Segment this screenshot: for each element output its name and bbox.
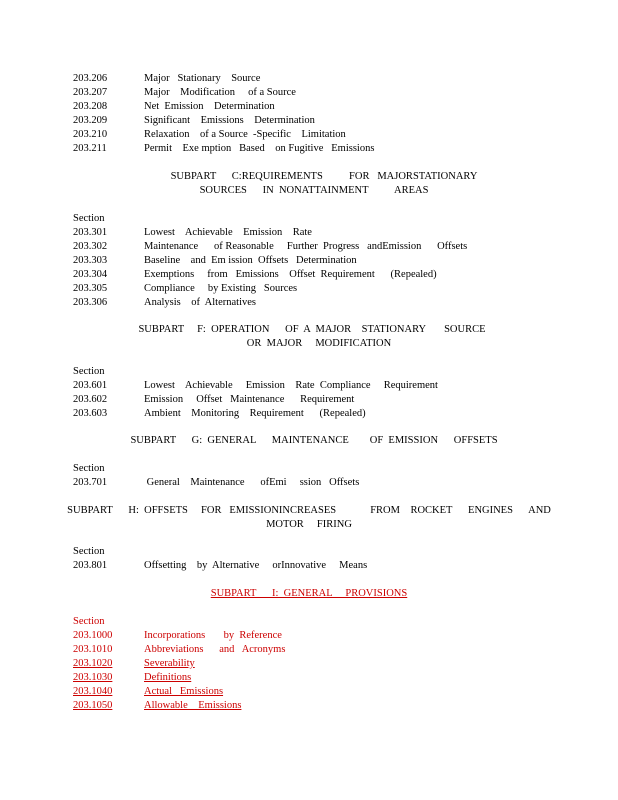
section-number: 203.209 [73,115,108,126]
subpart-f-heading-line1: SUBPART F: OPERATION OF A MAJOR STATIONARY SOURCE [138,324,486,335]
section-title: Maintenance of Reasonable Further Progress andEmission Offsets [144,241,468,252]
section-number: 203.208 [73,101,108,112]
section-title: Severability [144,658,195,669]
section-title: Incorporations by Reference [144,630,282,641]
section-number: 203.1010 [73,644,113,655]
section-title: Abbreviations and Acronyms [144,644,286,655]
section-number: 203.1030 [73,672,113,683]
section-title: General Maintenance ofEmi ssion Offsets [144,477,360,488]
subpart-i-heading-text: SUBPART I: GENERAL PROVISIONS [210,588,408,599]
subpart-c-heading-line1: SUBPART C:REQUIREMENTS FOR MAJORSTATIONARY [170,171,478,182]
subpart-c-heading-line2: SOURCES IN NONATTAINMENT AREAS [199,185,429,196]
section-title: Permit Exe mption Based on Fugitive Emissions [144,143,375,154]
section-title: Actual Emissions [144,686,224,697]
section-number: 203.602 [73,394,108,405]
subpart-f-heading-line2: OR MAJOR MODIFICATION [246,338,392,349]
subpart-g-heading: SUBPART G: GENERAL MAINTENANCE OF EMISSION OFFSETS [130,435,498,446]
section-title: Emission Offset Maintenance Requirement [144,394,355,405]
section-number: 203.210 [73,129,108,140]
section-label: Section [73,463,105,474]
section-title: Net Emission Determination [144,101,275,112]
section-label: Section [73,213,105,224]
section-label: Section [73,616,105,627]
section-number: 203.1020 [73,658,113,669]
section-title: Ambient Monitoring Requirement (Repealed) [144,408,366,419]
section-title: Compliance by Existing Sources [144,283,298,294]
section-number: 203.701 [73,477,108,488]
section-title: Lowest Achievable Emission Rate [144,227,312,238]
section-title: Offsetting by Alternative orInnovative Means [144,560,368,571]
section-number: 203.801 [73,560,108,571]
section-title: Lowest Achievable Emission Rate Compliance Requirement [144,380,438,391]
section-title: Analysis of Alternatives [144,297,256,308]
section-title: Major Modification of a Source [144,87,296,98]
section-title: Exemptions from Emissions Offset Requirement (Repealed) [144,269,437,280]
subpart-i-heading [0,587,618,601]
section-number: 203.207 [73,87,108,98]
section-number: 203.211 [73,143,107,154]
section-label: Section [73,366,105,377]
section-number: 203.1000 [73,630,113,641]
section-title: Significant Emissions Determination [144,115,315,126]
section-title: Allowable Emissions [144,700,242,711]
section-number: 203.206 [73,73,108,84]
section-number: 203.601 [73,380,108,391]
section-number: 203.302 [73,241,108,252]
section-label: Section [73,546,105,557]
section-number: 203.303 [73,255,108,266]
subpart-h-heading-line2: MOTOR FIRING [266,519,352,530]
section-number: 203.1040 [73,686,113,697]
section-number: 203.603 [73,408,108,419]
section-number: 203.306 [73,297,108,308]
section-number: 203.305 [73,283,108,294]
section-title: Major Stationary Source [144,73,261,84]
section-number: 203.301 [73,227,108,238]
section-title: Relaxation of a Source -Specific Limitation [144,129,346,140]
section-title: Definitions [144,672,192,683]
section-number: 203.304 [73,269,108,280]
subpart-h-heading-line1: SUBPART H: OFFSETS FOR EMISSIONINCREASES FROM ROCKET ENGINES AND [67,505,551,516]
section-number: 203.1050 [73,700,113,711]
section-title: Baseline and Em ission Offsets Determination [144,255,357,266]
